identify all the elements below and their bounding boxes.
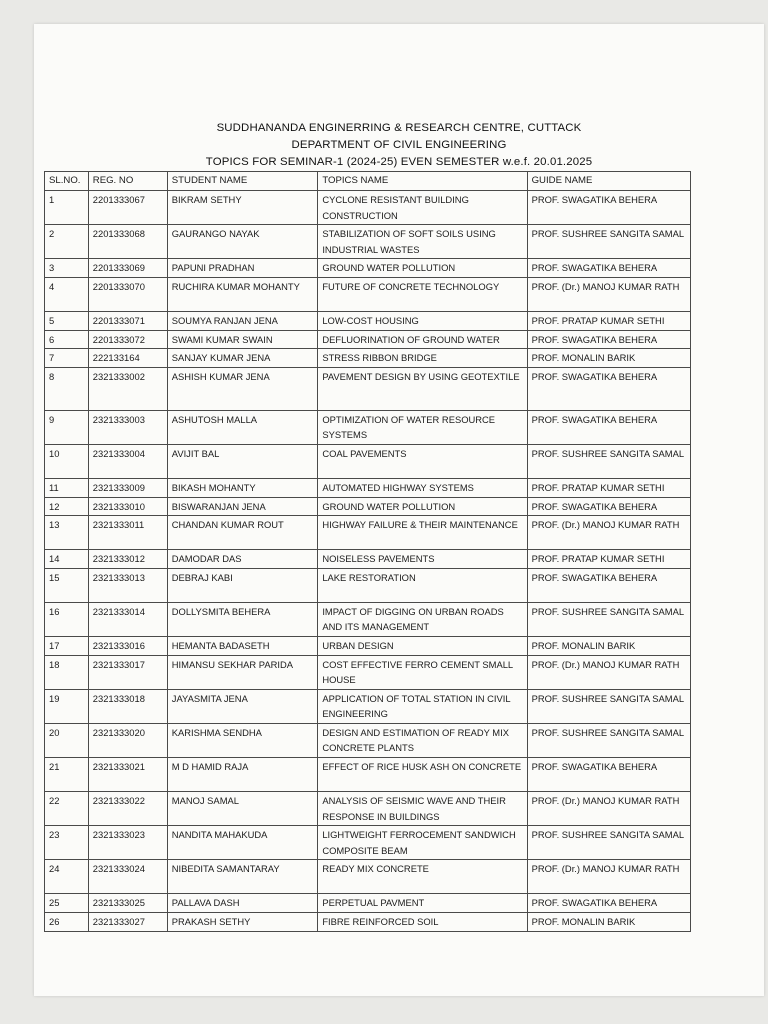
cell-topic-name: COST EFFECTIVE FERRO CEMENT SMALL HOUSE (318, 655, 527, 689)
cell-topic-name: HIGHWAY FAILURE & THEIR MAINTENANCE (318, 516, 527, 550)
cell-reg-no: 2321333022 (88, 792, 167, 826)
cell-student-name: RUCHIRA KUMAR MOHANTY (167, 277, 318, 311)
cell-reg-no: 2321333021 (88, 758, 167, 792)
cell-sl-no: 5 (45, 311, 89, 330)
cell-sl-no: 13 (45, 516, 89, 550)
table-row (45, 568, 691, 602)
cell-student-name: CHANDAN KUMAR ROUT (167, 516, 318, 550)
cell-reg-no: 2321333003 (88, 410, 167, 444)
cell-guide-name: PROF. PRATAP KUMAR SETHI (527, 478, 690, 497)
cell-guide-name: PROF. SWAGATIKA BEHERA (527, 191, 690, 225)
cell-student-name: DAMODAR DAS (167, 550, 318, 569)
cell-topic-name: LIGHTWEIGHT FERROCEMENT SANDWICH COMPOSITE BEAM (318, 826, 527, 860)
header-topics-name: TOPICS NAME (318, 172, 527, 191)
cell-reg-no: 2201333070 (88, 277, 167, 311)
cell-student-name: SOUMYA RANJAN JENA (167, 311, 318, 330)
cell-topic-name: OPTIMIZATION OF WATER RESOURCE SYSTEMS (318, 410, 527, 444)
cell-sl-no: 20 (45, 723, 89, 757)
cell-reg-no: 2321333025 (88, 894, 167, 913)
cell-reg-no: 2201333067 (88, 191, 167, 225)
cell-sl-no: 12 (45, 497, 89, 516)
cell-reg-no: 2321333024 (88, 860, 167, 894)
cell-guide-name: PROF. SUSHREE SANGITA SAMAL (527, 225, 690, 259)
cell-sl-no: 2 (45, 225, 89, 259)
cell-student-name: HIMANSU SEKHAR PARIDA (167, 655, 318, 689)
header-guide-name: GUIDE NAME (527, 172, 690, 191)
table-row (45, 913, 691, 932)
cell-topic-name: EFFECT OF RICE HUSK ASH ON CONCRETE (318, 758, 527, 792)
cell-guide-name: PROF. SUSHREE SANGITA SAMAL (527, 826, 690, 860)
cell-student-name: NANDITA MAHAKUDA (167, 826, 318, 860)
table-row (45, 792, 691, 826)
table-row (45, 367, 691, 410)
cell-sl-no: 1 (45, 191, 89, 225)
cell-reg-no: 2321333010 (88, 497, 167, 516)
cell-topic-name: PAVEMENT DESIGN BY USING GEOTEXTILE (318, 367, 527, 410)
cell-topic-name: STABILIZATION OF SOFT SOILS USING INDUSTRIAL WASTES (318, 225, 527, 259)
cell-reg-no: 2321333017 (88, 655, 167, 689)
cell-topic-name: AUTOMATED HIGHWAY SYSTEMS (318, 478, 527, 497)
cell-reg-no: 2321333004 (88, 444, 167, 478)
cell-sl-no: 23 (45, 826, 89, 860)
cell-topic-name: LAKE RESTORATION (318, 568, 527, 602)
cell-sl-no: 4 (45, 277, 89, 311)
table-body (45, 191, 691, 932)
cell-student-name: SWAMI KUMAR SWAIN (167, 330, 318, 349)
cell-guide-name: PROF. MONALIN BARIK (527, 913, 690, 932)
table-row (45, 894, 691, 913)
cell-sl-no: 11 (45, 478, 89, 497)
cell-guide-name: PROF. SWAGATIKA BEHERA (527, 568, 690, 602)
cell-topic-name: LOW-COST HOUSING (318, 311, 527, 330)
table-header-row (45, 172, 691, 191)
table-row (45, 311, 691, 330)
table-row (45, 478, 691, 497)
cell-topic-name: NOISELESS PAVEMENTS (318, 550, 527, 569)
cell-guide-name: PROF. SWAGATIKA BEHERA (527, 410, 690, 444)
cell-topic-name: CYCLONE RESISTANT BUILDING CONSTRUCTION (318, 191, 527, 225)
cell-sl-no: 26 (45, 913, 89, 932)
table-row (45, 497, 691, 516)
cell-reg-no: 2201333072 (88, 330, 167, 349)
table-row (45, 689, 691, 723)
cell-topic-name: DESIGN AND ESTIMATION OF READY MIX CONCRETE PLANTS (318, 723, 527, 757)
cell-reg-no: 2321333016 (88, 636, 167, 655)
table-row (45, 330, 691, 349)
cell-topic-name: GROUND WATER POLLUTION (318, 259, 527, 278)
cell-student-name: AVIJIT BAL (167, 444, 318, 478)
cell-sl-no: 15 (45, 568, 89, 602)
document-header (34, 120, 764, 171)
table-row (45, 723, 691, 757)
cell-topic-name: STRESS RIBBON BRIDGE (318, 349, 527, 368)
table-row (45, 516, 691, 550)
header-reg-no: REG. NO (88, 172, 167, 191)
cell-sl-no: 25 (45, 894, 89, 913)
cell-sl-no: 24 (45, 860, 89, 894)
cell-student-name: DEBRAJ KABI (167, 568, 318, 602)
cell-guide-name: PROF. MONALIN BARIK (527, 349, 690, 368)
cell-student-name: PRAKASH SETHY (167, 913, 318, 932)
cell-reg-no: 2321333014 (88, 602, 167, 636)
cell-sl-no: 8 (45, 367, 89, 410)
cell-guide-name: PROF. SUSHREE SANGITA SAMAL (527, 602, 690, 636)
cell-sl-no: 9 (45, 410, 89, 444)
cell-sl-no: 14 (45, 550, 89, 569)
cell-guide-name: PROF. SWAGATIKA BEHERA (527, 497, 690, 516)
header-student-name: STUDENT NAME (167, 172, 318, 191)
table-row (45, 655, 691, 689)
cell-topic-name: GROUND WATER POLLUTION (318, 497, 527, 516)
cell-student-name: ASHISH KUMAR JENA (167, 367, 318, 410)
table-row (45, 860, 691, 894)
department-title: DEPARTMENT OF CIVIL ENGINEERING (291, 139, 507, 151)
cell-guide-name: PROF. (Dr.) MANOJ KUMAR RATH (527, 655, 690, 689)
table-row (45, 602, 691, 636)
cell-student-name: JAYASMITA JENA (167, 689, 318, 723)
table-row (45, 191, 691, 225)
cell-student-name: MANOJ SAMAL (167, 792, 318, 826)
cell-reg-no: 2201333069 (88, 259, 167, 278)
cell-reg-no: 2321333020 (88, 723, 167, 757)
cell-reg-no: 2321333018 (88, 689, 167, 723)
cell-sl-no: 7 (45, 349, 89, 368)
cell-sl-no: 10 (45, 444, 89, 478)
cell-topic-name: PERPETUAL PAVMENT (318, 894, 527, 913)
cell-reg-no: 2321333002 (88, 367, 167, 410)
cell-student-name: ASHUTOSH MALLA (167, 410, 318, 444)
cell-reg-no: 2321333023 (88, 826, 167, 860)
institution-title: SUDDHANANDA ENGINERRING & RESEARCH CENTRE, CUTTACK (216, 122, 582, 134)
cell-guide-name: PROF. SWAGATIKA BEHERA (527, 259, 690, 278)
cell-student-name: PAPUNI PRADHAN (167, 259, 318, 278)
cell-student-name: BIKRAM SETHY (167, 191, 318, 225)
table-row (45, 758, 691, 792)
cell-student-name: M D HAMID RAJA (167, 758, 318, 792)
table-row (45, 636, 691, 655)
table-row (45, 550, 691, 569)
table-row (45, 444, 691, 478)
cell-topic-name: APPLICATION OF TOTAL STATION IN CIVIL ENGINEERING (318, 689, 527, 723)
cell-student-name: BISWARANJAN JENA (167, 497, 318, 516)
cell-reg-no: 2201333071 (88, 311, 167, 330)
cell-reg-no: 2321333009 (88, 478, 167, 497)
cell-topic-name: COAL PAVEMENTS (318, 444, 527, 478)
cell-student-name: KARISHMA SENDHA (167, 723, 318, 757)
cell-student-name: GAURANGO NAYAK (167, 225, 318, 259)
seminar-topics-table (44, 171, 691, 932)
cell-sl-no: 21 (45, 758, 89, 792)
cell-guide-name: PROF. SWAGATIKA BEHERA (527, 367, 690, 410)
cell-guide-name: PROF. (Dr.) MANOJ KUMAR RATH (527, 277, 690, 311)
cell-guide-name: PROF. PRATAP KUMAR SETHI (527, 550, 690, 569)
cell-guide-name: PROF. (Dr.) MANOJ KUMAR RATH (527, 860, 690, 894)
cell-guide-name: PROF. SUSHREE SANGITA SAMAL (527, 444, 690, 478)
cell-guide-name: PROF. SUSHREE SANGITA SAMAL (527, 723, 690, 757)
cell-student-name: BIKASH MOHANTY (167, 478, 318, 497)
cell-topic-name: DEFLUORINATION OF GROUND WATER (318, 330, 527, 349)
cell-reg-no: 222133164 (88, 349, 167, 368)
cell-topic-name: FUTURE OF CONCRETE TECHNOLOGY (318, 277, 527, 311)
cell-guide-name: PROF. (Dr.) MANOJ KUMAR RATH (527, 792, 690, 826)
cell-student-name: SANJAY KUMAR JENA (167, 349, 318, 368)
table-row (45, 349, 691, 368)
table-row (45, 259, 691, 278)
cell-sl-no: 18 (45, 655, 89, 689)
cell-topic-name: FIBRE REINFORCED SOIL (318, 913, 527, 932)
cell-guide-name: PROF. SWAGATIKA BEHERA (527, 330, 690, 349)
cell-topic-name: URBAN DESIGN (318, 636, 527, 655)
cell-guide-name: PROF. MONALIN BARIK (527, 636, 690, 655)
cell-student-name: HEMANTA BADASETH (167, 636, 318, 655)
cell-reg-no: 2321333027 (88, 913, 167, 932)
cell-guide-name: PROF. SWAGATIKA BEHERA (527, 758, 690, 792)
cell-reg-no: 2321333012 (88, 550, 167, 569)
cell-guide-name: PROF. SUSHREE SANGITA SAMAL (527, 689, 690, 723)
cell-sl-no: 3 (45, 259, 89, 278)
cell-reg-no: 2201333068 (88, 225, 167, 259)
cell-topic-name: ANALYSIS OF SEISMIC WAVE AND THEIR RESPONSE IN BUILDINGS (318, 792, 527, 826)
cell-sl-no: 6 (45, 330, 89, 349)
cell-student-name: PALLAVA DASH (167, 894, 318, 913)
table-row (45, 410, 691, 444)
table-row (45, 225, 691, 259)
cell-guide-name: PROF. PRATAP KUMAR SETHI (527, 311, 690, 330)
cell-topic-name: READY MIX CONCRETE (318, 860, 527, 894)
header-sl-no: SL.NO. (45, 172, 89, 191)
cell-student-name: DOLLYSMITA BEHERA (167, 602, 318, 636)
cell-topic-name: IMPACT OF DIGGING ON URBAN ROADS AND ITS MANAGEMENT (318, 602, 527, 636)
table-row (45, 826, 691, 860)
cell-guide-name: PROF. SWAGATIKA BEHERA (527, 894, 690, 913)
cell-sl-no: 19 (45, 689, 89, 723)
seminar-subtitle: TOPICS FOR SEMINAR-1 (2024-25) EVEN SEMESTER w.e.f. 20.01.2025 (205, 156, 593, 168)
cell-sl-no: 17 (45, 636, 89, 655)
cell-reg-no: 2321333011 (88, 516, 167, 550)
cell-sl-no: 22 (45, 792, 89, 826)
cell-reg-no: 2321333013 (88, 568, 167, 602)
cell-guide-name: PROF. (Dr.) MANOJ KUMAR RATH (527, 516, 690, 550)
cell-student-name: NIBEDITA SAMANTARAY (167, 860, 318, 894)
cell-sl-no: 16 (45, 602, 89, 636)
table-row (45, 277, 691, 311)
